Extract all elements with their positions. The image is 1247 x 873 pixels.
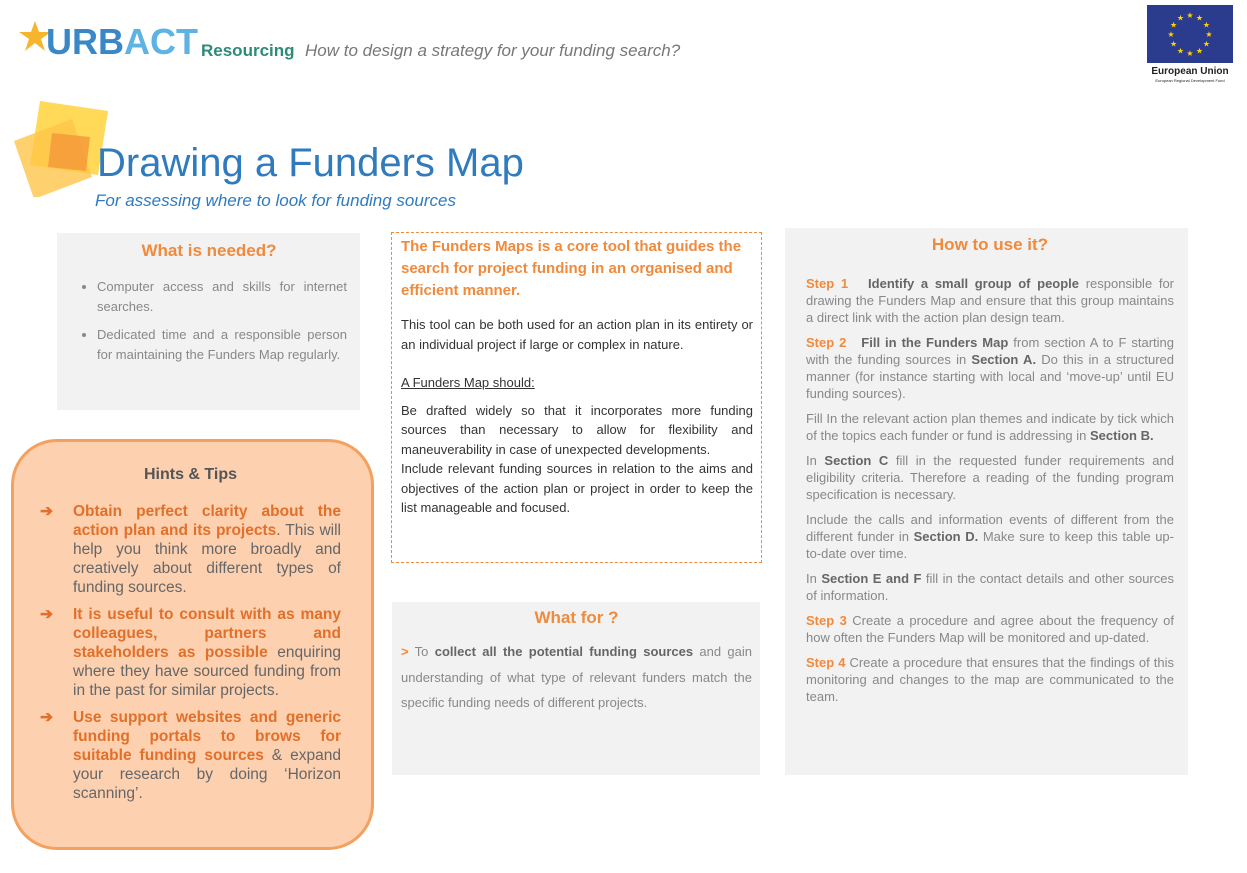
arrow-right-icon: ➔ [40,709,53,726]
eu-star: ★ [1202,20,1211,30]
what-for-panel [392,602,760,775]
eu-label: European Union [1151,66,1229,77]
hint-bold: It is useful to consult with as many colleagues, partners and stakeholders as possible [73,606,341,661]
core-tool-box [391,232,762,563]
list-item: • Computer access and skills for internet searches. [97,277,347,317]
eu-star: ★ [1169,20,1178,30]
needed-list [71,277,347,365]
should-item-1: Be drafted widely so that it incorporates more funding sources than necessary to allow for flexibility and maneuverability in case of unexpected developments. [401,402,753,457]
what-is-needed-heading: What is needed? [141,241,277,260]
fill-section-c [806,452,1174,503]
what-for-text: and gain understanding of what type of relevant funders match the specific funding needs of different projects. [401,644,752,710]
eu-star: ★ [1195,46,1204,56]
step-bold: Section B. [1090,428,1154,443]
step-bold: Fill in the Funders Map [861,335,1009,350]
step-4 [806,654,1174,705]
step-bold: Section C [824,453,889,468]
steps [806,275,1174,705]
logo-wordmark-part-b: ACT [124,21,198,62]
step-bold: Section E and F [821,571,922,586]
step-label: Step 1 [806,276,849,291]
fill-section-b [806,410,1174,444]
step-text: Do this in a structured manner (for instance starting with local and ‘move-up’ until EU funding sources). [806,352,1174,401]
list-item [40,502,341,597]
hint-bold: Use support websites and generic funding portals to brows for suitable funding sources [73,709,341,764]
step-text: fill in the requested funder requirements and eligibility criteria. Therefore a reading of the funding program specification is necessary. [806,453,1174,502]
step-text: Include the calls and information events of different from the different funder in [806,512,1174,544]
step-1 [806,275,1174,326]
fill-section-ef [806,570,1174,604]
list-item: • Dedicated time and a responsible person for maintaining the Funders Map regularly. [97,325,347,365]
what-is-needed-panel [57,233,360,410]
page-subtitle: For assessing where to look for funding sources [95,191,456,210]
eu-star: ★ [1205,30,1213,39]
eu-star: ★ [1202,39,1211,49]
step-bold: Section D. [913,529,979,544]
list-item [40,708,341,803]
fill-section-d [806,511,1174,562]
step-text: from section A to F starting with the funding sources in [806,335,1174,367]
how-to-use-heading: How to use it? [931,235,1049,254]
eu-stars-icon [1147,5,1233,63]
eu-star: ★ [1167,30,1175,39]
should-label: A Funders Map should: [401,375,535,390]
core-intro: This tool can be both used for an action plan in its entirety or an individual project if large or complex in nature. [401,317,753,352]
step-text: Create a procedure that ensures that the findings of this monitoring and changes to the map are communicated to the team. [806,655,1174,704]
hint-text: enquiring where they have sourced funding from in the past for similar projects. [73,644,341,699]
how-to-use-panel [785,228,1188,775]
step-text: In [806,453,825,468]
hint-bold: Obtain perfect clarity about the action plan and its projects [73,503,341,539]
step-text: Create a procedure and agree about the frequency of how often the Funders Map will be monitored and up-dated. [806,613,1174,645]
what-for-heading: What for ? [534,608,619,627]
header-section: Resourcing [201,41,295,60]
what-for-body [401,639,752,716]
hints-tips-heading: Hints & Tips [143,466,238,483]
what-for-text: To [408,644,435,659]
step-label: Step 4 [806,655,846,670]
what-for-bold: collect all the potential funding sources [434,644,694,659]
eu-star: ★ [1195,13,1204,23]
hints-tips-panel [11,439,374,850]
step-label: Step 3 [806,613,847,628]
header-question: How to design a strategy for your funding search? [305,41,681,60]
step-text: Make sure to keep this table up-to-date over time. [806,529,1174,561]
step-3 [806,612,1174,646]
step-text: In [806,571,822,586]
eu-sublabel: European Regional Development Fund [1155,78,1225,83]
arrow-right-icon: ➔ [40,606,53,623]
hint-text: . This will help you think more broadly and creatively about different types of funding sources. [73,522,341,596]
logo-wordmark [46,22,198,62]
eu-star: ★ [1169,39,1178,49]
step-bold: Identify a small group of people [868,276,1080,291]
arrow-right-icon: ➔ [40,503,53,520]
should-item-2: Include relevant funding sources in relation to the aims and objectives of the action plan or project in order to keep the list manageable and focused. [401,461,753,515]
core-lead: The Funders Maps is a core tool that guides the search for project funding in an organised and efficient manner. [401,238,742,299]
step-2 [806,334,1174,402]
logo-wordmark-part-a: URB [46,21,124,62]
hint-text: & expand your research by doing ‘Horizon scanning’. [73,747,341,802]
step-bold: Section A. [971,352,1037,367]
page-title: Drawing a Funders Map [97,141,524,185]
eu-star: ★ [1186,11,1194,20]
eu-flag [1147,5,1233,63]
step-text: responsible for drawing the Funders Map and ensure that this group maintains a direct link with the action plan design team. [806,276,1175,325]
list-item [40,605,341,700]
step-text: Fill In the relevant action plan themes and indicate by tick which of the topics each funder or fund is addressing in [806,411,1174,443]
eu-star: ★ [1176,46,1185,56]
step-text: fill in the contact details and other sources of information. [806,571,1174,603]
eu-star: ★ [1176,13,1185,23]
step-label: Step 2 [806,335,847,350]
chevron-right-icon: > [401,644,409,659]
eu-star: ★ [1186,49,1194,58]
